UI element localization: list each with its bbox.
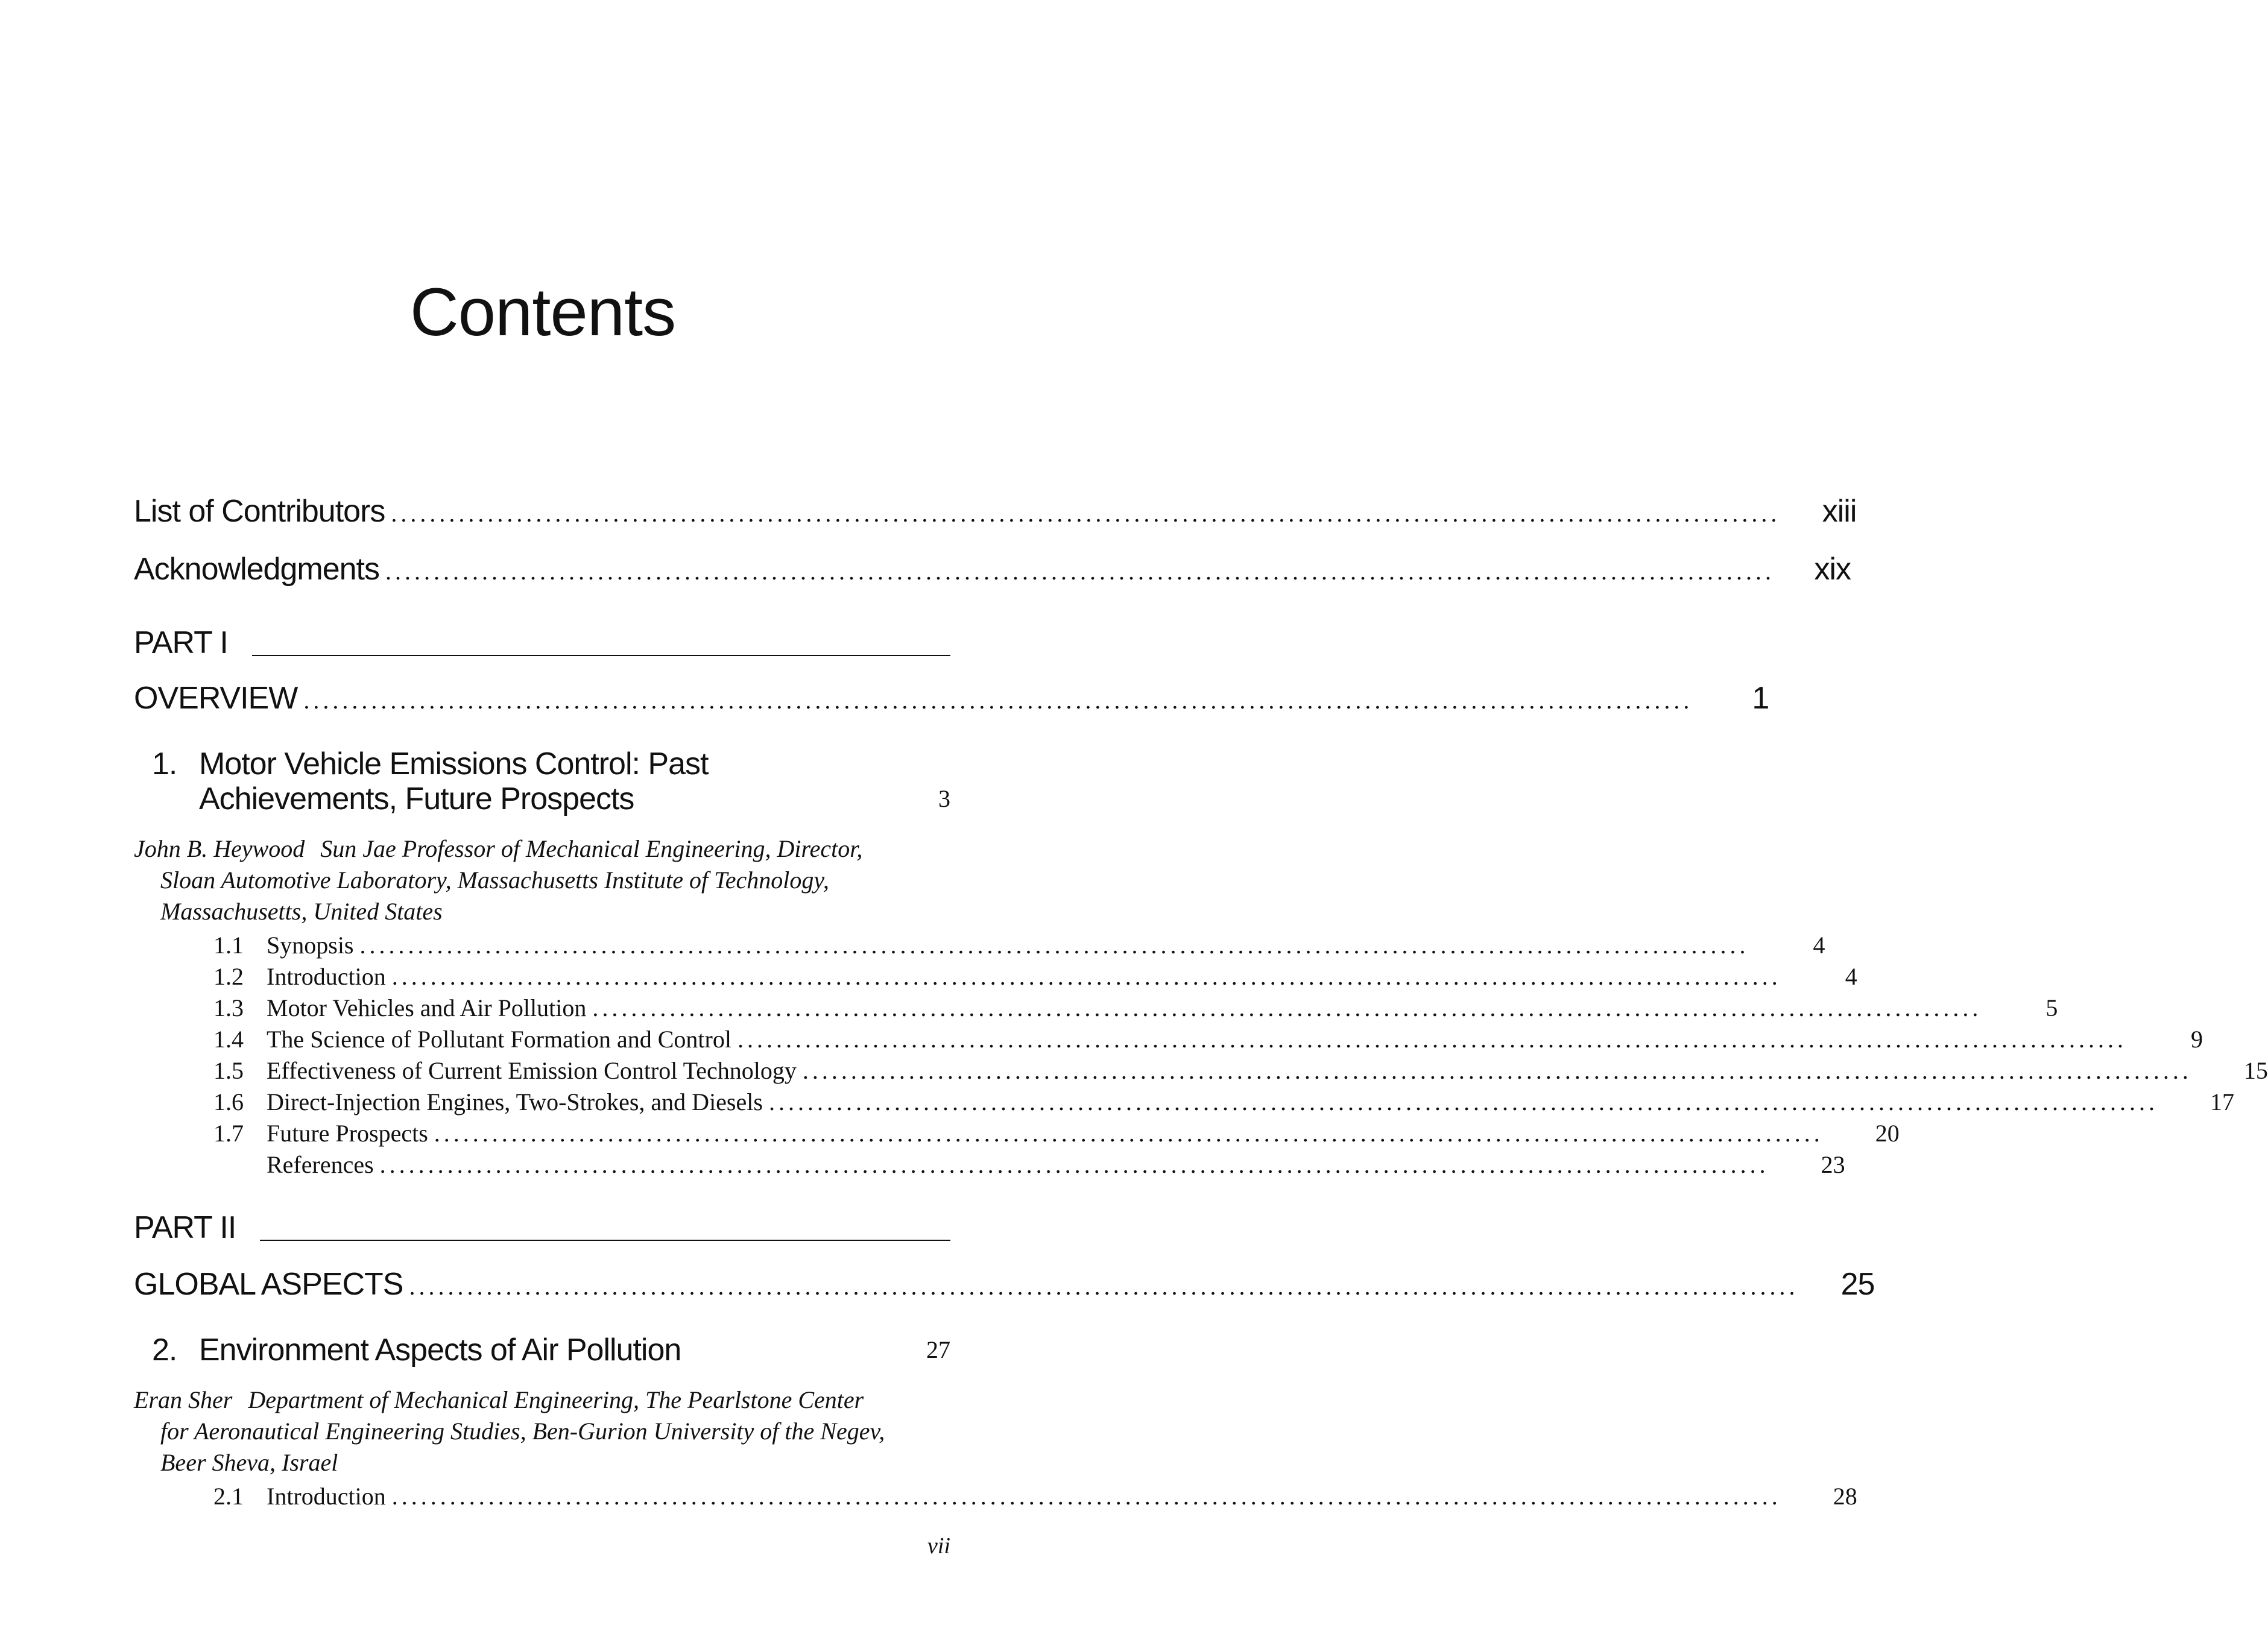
section-page: 15 — [2243, 1057, 2268, 1084]
section-number: 2.1 — [213, 1483, 244, 1510]
toc-entry-part-title[interactable] — [134, 680, 1769, 716]
section-number: 1.4 — [213, 1026, 244, 1053]
section-title: Future Prospects — [267, 1120, 428, 1147]
dot-leader: ................................................................................................................................................ — [379, 1151, 1769, 1178]
section-number: 1.3 — [213, 994, 244, 1021]
chapter-author — [134, 1384, 894, 1478]
part-title: OVERVIEW — [134, 681, 298, 716]
section-title: Synopsis — [267, 932, 354, 959]
toc-entry-page: xiii — [1822, 494, 1857, 529]
section-entry[interactable] — [134, 1119, 1900, 1147]
section-page: 17 — [2210, 1088, 2234, 1115]
section-number: 1.6 — [213, 1088, 244, 1115]
dot-leader: ................................................................................................................................................ — [359, 932, 1749, 959]
section-entry[interactable] — [134, 1088, 2234, 1116]
toc-entry-label: List of Contributors — [134, 494, 385, 529]
chapter-entry[interactable] — [134, 1333, 950, 1368]
section-page: 23 — [1821, 1151, 1845, 1178]
section-entry-references[interactable] — [134, 1150, 1845, 1179]
dot-leader: ................................................................................................................................................ — [385, 558, 1775, 585]
section-entry[interactable] — [134, 1056, 2268, 1085]
section-title: Introduction — [267, 1483, 386, 1510]
section-title: Direct-Injection Engines, Two-Strokes, and Diesels — [267, 1088, 763, 1115]
part-heading — [134, 1210, 950, 1246]
chapter-author — [134, 833, 894, 927]
chapter-number: 1. — [152, 746, 177, 781]
section-title: Introduction — [267, 963, 386, 990]
section-number: 1.1 — [213, 932, 244, 959]
toc-entry-part-title[interactable] — [134, 1266, 1875, 1302]
author-affiliation: Department of Mechanical Engineering, The Pearlstone Center for Aeronautical Engineering Studies, Ben-Gurion University of the Negev, Beer Sheva, Israel — [160, 1386, 885, 1476]
section-entry[interactable] — [134, 994, 2058, 1022]
dot-leader: ................................................................................................................................................ — [802, 1057, 2192, 1084]
dot-leader: ................................................................................................................................................ — [737, 1026, 2127, 1053]
part-title: GLOBAL ASPECTS — [134, 1267, 403, 1302]
dot-leader: ................................................................................................................................................ — [391, 500, 1781, 527]
dot-leader: ................................................................................................................................................ — [768, 1088, 2158, 1115]
part-label: PART II — [134, 1210, 236, 1245]
toc-entry-acknowledgments[interactable] — [134, 551, 1851, 587]
author-affiliation: Sun Jae Professor of Mechanical Engineering, Director, Sloan Automotive Laboratory, Massachusetts Institute of Technology, Massachusetts, United States — [160, 835, 863, 925]
section-entry[interactable] — [134, 931, 1825, 959]
chapter-number: 2. — [152, 1333, 177, 1368]
section-title: The Science of Pollutant Formation and Control — [267, 1026, 731, 1053]
section-entry[interactable] — [134, 962, 1857, 991]
toc-entry-page: 25 — [1840, 1267, 1875, 1302]
section-page: 9 — [2190, 1026, 2203, 1053]
toc-entry-page: 1 — [1752, 681, 1769, 716]
section-entry[interactable] — [134, 1025, 2203, 1053]
section-number: 1.5 — [213, 1057, 244, 1084]
chapter-title: Environment Aspects of Air Pollution — [199, 1333, 681, 1368]
section-page: 4 — [1845, 963, 1857, 990]
page-folio: vii — [927, 1533, 950, 1559]
section-title: Motor Vehicles and Air Pollution — [267, 994, 587, 1021]
page-title: Contents — [409, 274, 676, 350]
part-rule — [252, 655, 950, 656]
author-name: Eran Sher — [134, 1386, 233, 1413]
chapter-title: Motor Vehicle Emissions Control: Past Achievements, Future Prospects — [199, 746, 709, 816]
toc-entry-label: Acknowledgments — [134, 552, 379, 587]
section-page: 28 — [1833, 1483, 1857, 1510]
dot-leader: ................................................................................................................................................ — [391, 963, 1781, 990]
toc-entry-list-of-contributors[interactable] — [134, 493, 1857, 529]
section-number: 1.7 — [213, 1120, 244, 1147]
section-page: 20 — [1875, 1120, 1900, 1147]
chapter-page: 27 — [926, 1336, 950, 1363]
section-number: 1.2 — [213, 963, 244, 990]
part-rule — [260, 1240, 950, 1241]
part-heading — [134, 625, 950, 661]
dot-leader: ................................................................................................................................................ — [434, 1120, 1824, 1147]
chapter-entry[interactable] — [134, 746, 950, 816]
part-label: PART I — [134, 625, 228, 660]
dot-leader: ................................................................................................................................................ — [303, 687, 1693, 714]
section-title: Effectiveness of Current Emission Control Technology — [267, 1057, 797, 1084]
section-title: References — [267, 1151, 374, 1178]
author-name: John B. Heywood — [134, 835, 305, 862]
section-page: 4 — [1813, 932, 1825, 959]
toc-entry-page: xix — [1814, 552, 1851, 587]
dot-leader: ................................................................................................................................................ — [391, 1483, 1781, 1510]
section-page: 5 — [2045, 994, 2058, 1021]
chapter-page: 3 — [938, 785, 950, 812]
section-entry[interactable] — [134, 1482, 1857, 1510]
dot-leader: ................................................................................................................................................ — [592, 994, 1982, 1021]
dot-leader: ................................................................................................................................................ — [409, 1273, 1799, 1300]
